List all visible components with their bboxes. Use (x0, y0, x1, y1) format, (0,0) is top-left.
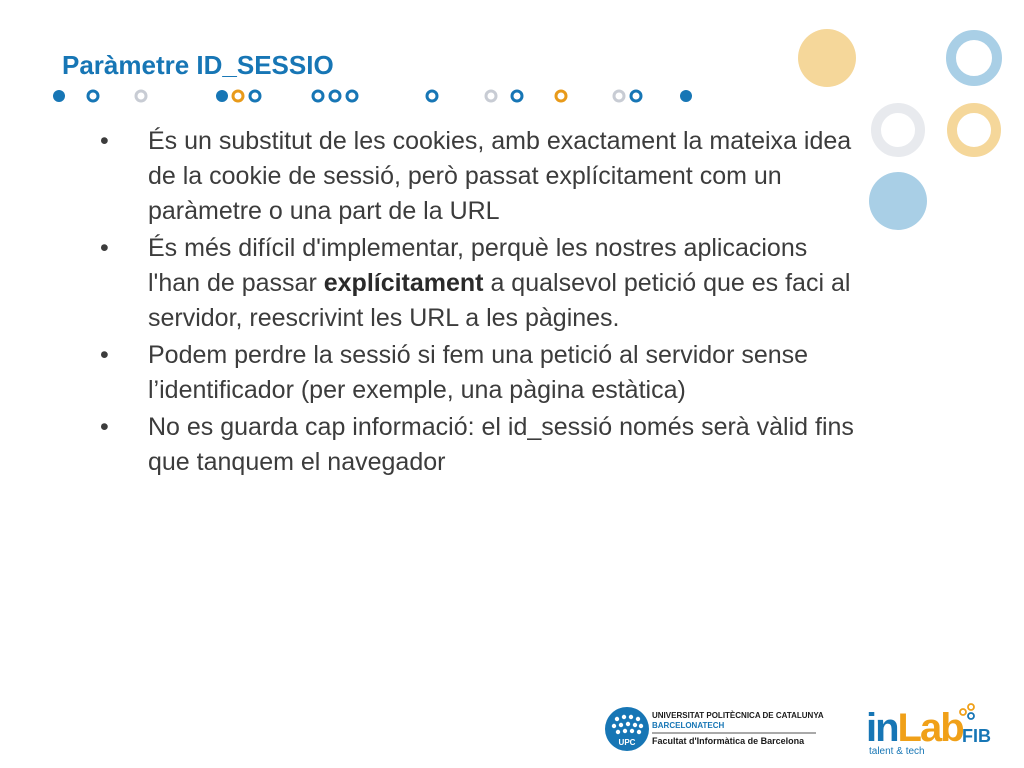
bullet-marker: • (100, 234, 109, 262)
bullet-text-bold: explícitament (323, 269, 484, 297)
bullet-item (100, 338, 860, 408)
bullet-text: És un substitut de les cookies, amb exactament la mateixa idea de la cookie de sessió, però passat explícitament com un paràmetre o una part de la URL (148, 127, 852, 225)
inlab-logo (866, 706, 963, 751)
bullet-item (100, 124, 860, 229)
upc-name: UNIVERSITAT POLITÈCNICA DE CATALUNYA (652, 711, 824, 720)
fib-logo: FIB (962, 726, 991, 746)
inlab-lab: Lab (897, 706, 963, 750)
bullet-list (100, 124, 860, 482)
bullet-text: Podem perdre la sessió si fem una petició al servidor sense l’identificador (per exemple, una pàgina estàtica) (148, 341, 809, 404)
bullet-item (100, 231, 860, 336)
bullet-marker: • (100, 413, 109, 441)
upc-seal-icon (605, 707, 649, 751)
bullet-text-after: a qualsevol petició que es faci al servidor, reescrivint les URL a les pàgines. (148, 269, 851, 332)
bullet-item (100, 410, 860, 480)
bullet-text-before: És més difícil d'implementar, perquè les nostres aplicacions l'han de passar (148, 234, 808, 297)
bullet-text: No es guarda cap informació: el id_sessió només serà vàlid fins que tanquem el navegador (148, 413, 854, 476)
title-underline-dots (53, 90, 692, 102)
inlab-in: in (866, 706, 898, 750)
upc-subname: BARCELONATECH (652, 721, 725, 730)
upc-logo-text (652, 711, 824, 746)
upc-seal-label: UPC (618, 738, 636, 747)
bullet-marker: • (100, 341, 109, 369)
slide-title: Paràmetre ID_SESSIO (62, 50, 334, 80)
faculty-name: Facultat d'Informàtica de Barcelona (652, 736, 805, 746)
bullet-marker: • (100, 127, 109, 155)
inlab-tagline: talent & tech (869, 746, 925, 757)
